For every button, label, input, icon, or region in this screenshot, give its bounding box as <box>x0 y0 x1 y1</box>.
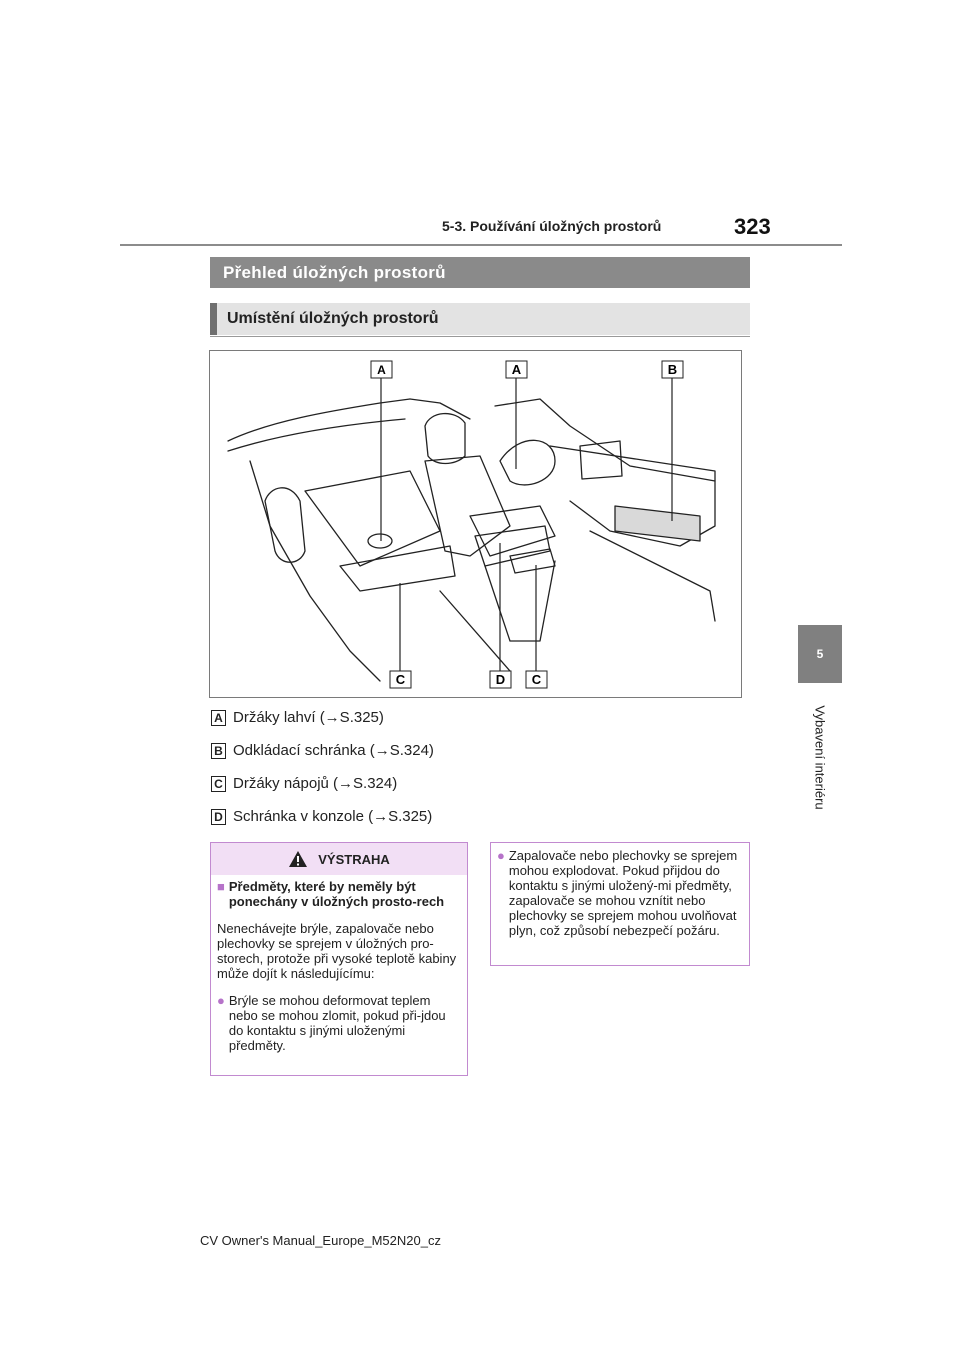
roof-line-right <box>495 399 715 481</box>
header-rule <box>120 244 842 246</box>
warning-box <box>210 842 468 1076</box>
legend-letter: B <box>211 743 226 759</box>
warning-paragraph: Nenechávejte brýle, zapalovače nebo plechovky se sprejem v úložných pro-storech, protože při vysoké teplotě kabiny může dojít k následujícímu: <box>217 921 457 981</box>
legend-letter: C <box>211 776 226 792</box>
sub-heading: Umístění úložných prostorů <box>210 303 750 335</box>
legend-item-c <box>211 775 397 792</box>
glovebox <box>615 506 700 541</box>
front-headrest <box>425 414 465 464</box>
warning-subheading: Předměty, které by neměly být ponechány v úložných prosto-rech <box>228 879 445 909</box>
svg-text:C: C <box>395 672 406 687</box>
legend-letter: D <box>211 809 226 825</box>
legend-letter: A <box>211 710 226 726</box>
warning-header <box>211 843 467 875</box>
legend-item-a <box>211 709 384 726</box>
page-number: 323 <box>734 214 771 239</box>
warning-title: VÝSTRAHA <box>318 851 390 867</box>
front-seat-back <box>425 456 510 556</box>
warning-bullet-2-text: Zapalovače nebo plechovky se sprejem mohou explodovat. Pokud přijdou do kontaktu s jinými uložený-mi předměty, zapalovače se mohou vznítit nebo plechovky se sprejem mohou uvolňovat plyn, což způsobí nebezpečí požáru. <box>508 848 738 938</box>
svg-text:D: D <box>495 672 506 687</box>
floor-line <box>590 531 715 621</box>
callout-c-2 <box>526 671 547 688</box>
legend-text[interactable]: Odkládací schránka (→S.324) <box>233 742 434 759</box>
warning-subheading-row <box>217 879 459 909</box>
cup-holders-front <box>510 549 555 573</box>
pillar-left <box>410 399 470 419</box>
roof-line-left <box>228 399 410 441</box>
center-console-body <box>485 561 555 641</box>
warning-triangle-icon <box>288 850 308 868</box>
legend-text[interactable]: Držáky lahví (→S.325) <box>233 709 384 726</box>
legend-item-d <box>211 808 432 825</box>
section-path: 5-3. Používání úložných prostorů <box>442 218 662 234</box>
legend-text[interactable]: Schránka v konzole (→S.325) <box>233 808 433 825</box>
rear-armrest <box>340 546 455 591</box>
window-left <box>228 419 405 451</box>
warning-bullet-1 <box>217 993 459 1053</box>
legend-text[interactable]: Držáky nápojů (→S.324) <box>233 775 398 792</box>
legend-item-b <box>211 742 434 759</box>
warning-bullet-1-text: Brýle se mohou deformovat teplem nebo se mohou zlomit, pokud při-jdou do kontaktu s jinými uloženými předměty. <box>228 993 446 1053</box>
callout-a-2 <box>506 361 527 378</box>
svg-text:B: B <box>667 362 678 377</box>
chapter-title-vertical: Vybavení interiéru <box>812 705 828 810</box>
bottle-holder-rear <box>368 534 392 548</box>
callout-a-1 <box>371 361 392 378</box>
circle-bullet-icon: ● <box>497 848 505 863</box>
interior-illustration <box>209 350 742 698</box>
center-console-lid <box>475 526 550 566</box>
chapter-tab[interactable]: 5 <box>798 625 842 683</box>
main-heading: Přehled úložných prostorů <box>210 257 750 288</box>
circle-bullet-icon: ● <box>217 993 225 1008</box>
svg-text:C: C <box>531 672 542 687</box>
interior-drawing <box>210 351 741 697</box>
svg-text:A: A <box>511 362 522 377</box>
footer-manual-id: CV Owner's Manual_Europe_M52N20_cz <box>200 1233 441 1248</box>
sub-heading-rule <box>210 336 750 337</box>
warning-box-continued <box>490 842 750 966</box>
steering-wheel <box>500 440 555 485</box>
callout-c-1 <box>390 671 411 688</box>
callout-b <box>662 361 683 378</box>
square-bullet-icon: ■ <box>217 879 225 894</box>
callout-d <box>490 671 511 688</box>
svg-text:A: A <box>377 363 386 377</box>
warning-bullet-2 <box>491 843 749 938</box>
